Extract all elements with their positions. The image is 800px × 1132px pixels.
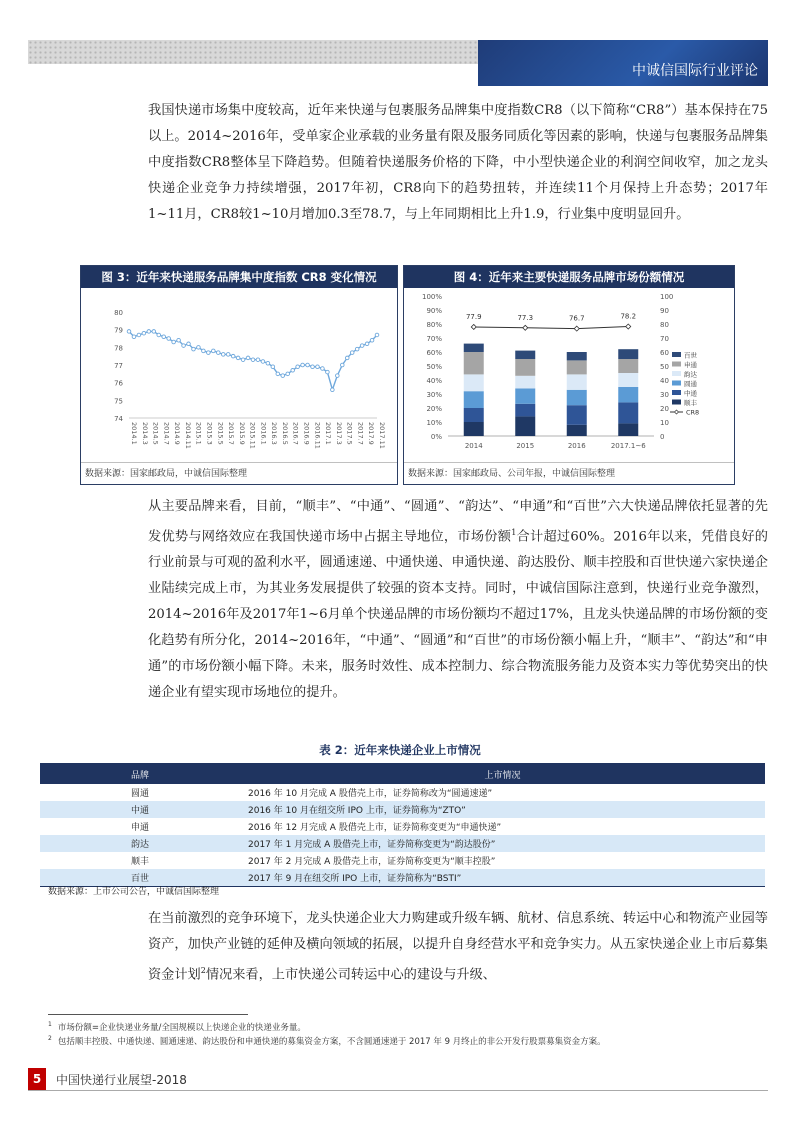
x-tick-label: 2017.11 bbox=[378, 422, 386, 449]
footnote-2 bbox=[48, 1035, 606, 1047]
cr8-point bbox=[226, 353, 230, 357]
x-tick-label: 2015.5 bbox=[216, 422, 225, 445]
header-brand: 中诚信国际行业评论 bbox=[632, 63, 758, 79]
bar-segment-圆通 bbox=[618, 387, 638, 402]
cr8-point bbox=[316, 365, 320, 369]
y-left-tick-label: 30% bbox=[426, 391, 442, 399]
cr8-point bbox=[291, 369, 295, 373]
x-tick-label: 2017.1 bbox=[324, 422, 333, 445]
cr8-point bbox=[192, 347, 196, 351]
legend-label: CR8 bbox=[686, 408, 700, 417]
y-left-tick-label: 100% bbox=[421, 293, 442, 301]
y-right-tick-label: 20 bbox=[660, 405, 669, 413]
paragraph-brands bbox=[148, 494, 768, 706]
cr8-point bbox=[271, 365, 275, 369]
bar-segment-韵达 bbox=[567, 374, 587, 389]
legend-swatch bbox=[672, 390, 681, 395]
cr8-point bbox=[355, 347, 359, 351]
cr8-point bbox=[370, 338, 374, 342]
footnote-1-text: 市场份额=企业快递业务量/全国规模以上快递企业的快递业务量。 bbox=[57, 1023, 306, 1033]
cr8-overlay-point bbox=[471, 324, 476, 329]
cr8-point bbox=[321, 367, 325, 371]
cr8-point bbox=[256, 358, 260, 362]
cr8-overlay-point bbox=[626, 324, 631, 329]
legend-swatch bbox=[672, 400, 681, 405]
paragraph-competition-text-a: 在当前激烈的竞争环境下，龙头快递企业大力购建或升级车辆、航材、信息系统、转运中心和物流产业园等资产，加快产业链的延伸及横向领域的拓展，以提升自身经营水平和竞争实力。从五家快递企业上市后募集资金计划 bbox=[148, 911, 768, 983]
cr8-point bbox=[286, 372, 290, 376]
figure-3-source: 数据来源：国家邮政局，中诚信国际整理 bbox=[81, 462, 397, 484]
y-left-tick-label: 40% bbox=[426, 377, 442, 385]
table-row bbox=[40, 801, 765, 818]
cr8-line-chart bbox=[81, 288, 397, 463]
bar-segment-申通 bbox=[567, 360, 587, 374]
cr8-point bbox=[167, 337, 171, 341]
x-tick-label: 2014 bbox=[464, 442, 483, 450]
cell-desc: 2017 年 1 月完成 A 股借壳上市，证券简称变更为“韵达股份” bbox=[240, 835, 765, 852]
x-tick-label: 2014.1 bbox=[130, 422, 138, 445]
legend-label: 韵达 bbox=[684, 370, 697, 379]
cr8-point bbox=[241, 358, 245, 362]
market-share-bar-chart bbox=[404, 288, 734, 463]
y-left-tick-label: 20% bbox=[426, 405, 442, 413]
bar-segment-百世 bbox=[464, 344, 484, 352]
x-tick-label: 2016 bbox=[567, 442, 586, 450]
x-tick-label: 2015.9 bbox=[237, 422, 246, 445]
y-left-tick-label: 10% bbox=[426, 419, 442, 427]
cr8-point bbox=[147, 330, 151, 334]
y-right-tick-label: 90 bbox=[660, 307, 669, 315]
x-tick-label: 2016.7 bbox=[291, 422, 300, 445]
paragraph-competition-text-b: 情况来看，上市快递公司转运中心的建设与升级、 bbox=[205, 967, 496, 983]
y-left-tick-label: 60% bbox=[426, 349, 442, 357]
cr8-point bbox=[306, 363, 310, 367]
cr8-point bbox=[127, 330, 131, 334]
cr8-point bbox=[137, 333, 141, 337]
figure-4-title: 图 4：近年来主要快递服务品牌市场份额情况 bbox=[404, 266, 734, 288]
figure-4 bbox=[403, 265, 735, 485]
cr8-point bbox=[281, 374, 285, 378]
cr8-point bbox=[152, 330, 156, 334]
cr8-overlay-point bbox=[574, 326, 579, 331]
cell-brand: 圆通 bbox=[130, 789, 149, 799]
y-tick-label: 75 bbox=[114, 397, 123, 406]
paragraph-brands-text-b: 合计超过60%。2016年以来，凭借良好的行业前景与可观的盈利水平，圆通速递、中通快递、申通快递、韵达股份、顺丰控股和百世快递六家快递企业陆续完成上市，为其业务发展提供了较强的资本支持。同时，中诚信国际注意到，快递行业竞争激烈，2014~2016年及2017年1~6月单个快递品牌的市场份额均不超过17%，且龙头快递品牌的市场份额的变化趋势有所分化，2014~2016年，“中通”、“圆通”和“百世”的市场份额小幅上升，“顺丰”、“韵达”和“申通”的市场份额小幅下降。未来，服务时效性、成本控制力、综合物流服务能力及资本实力等优势突出的快递企业有望实现市场地位的提升。 bbox=[148, 529, 768, 701]
cell-brand: 韵达 bbox=[40, 835, 240, 852]
cell-desc: 2016 年 12 月完成 A 股借壳上市，证券简称变更为“申通快递” bbox=[248, 823, 502, 833]
x-tick-label: 2016.3 bbox=[270, 422, 279, 445]
y-tick-label: 74 bbox=[114, 415, 123, 423]
y-right-tick-label: 30 bbox=[660, 391, 669, 399]
y-left-tick-label: 0% bbox=[430, 433, 442, 441]
footnote-1-num: 1 bbox=[48, 1021, 52, 1029]
footnote-2-num: 2 bbox=[48, 1035, 52, 1043]
cr8-point bbox=[202, 349, 206, 353]
footnote-ref-2: 2 bbox=[200, 966, 206, 975]
y-tick-label: 79 bbox=[114, 326, 123, 335]
footnote-1 bbox=[48, 1021, 306, 1033]
bar-segment-中通 bbox=[464, 408, 484, 422]
y-tick-label: 76 bbox=[114, 379, 123, 388]
x-tick-label: 2017.9 bbox=[367, 422, 376, 445]
x-tick-label: 2016.9 bbox=[302, 422, 311, 445]
cr8-data-label: 76.7 bbox=[568, 314, 585, 323]
cr8-point bbox=[331, 388, 335, 392]
cr8-point bbox=[246, 356, 250, 360]
cr8-point bbox=[221, 353, 225, 357]
cr8-data-label: 77.9 bbox=[465, 312, 482, 321]
legend-label: 顺丰 bbox=[684, 399, 697, 407]
bar-segment-中通 bbox=[567, 405, 587, 425]
cr8-point bbox=[251, 358, 255, 362]
bar-segment-顺丰 bbox=[567, 425, 587, 436]
cr8-point bbox=[216, 351, 220, 355]
cr8-point bbox=[326, 370, 330, 374]
cell-desc: 2016 年 10 月在纽交所 IPO 上市，证券简称为“ZTO” bbox=[240, 801, 765, 818]
cr8-point bbox=[261, 360, 265, 364]
page-number: 5 bbox=[28, 1068, 46, 1090]
cell-brand: 百世 bbox=[40, 869, 240, 886]
x-tick-label: 2015.11 bbox=[248, 422, 257, 449]
x-tick-label: 2017.1~6 bbox=[610, 442, 646, 450]
figure-4-source: 数据来源：国家邮政局、公司年报，中诚信国际整理 bbox=[404, 462, 734, 484]
x-tick-label: 2014.11 bbox=[183, 422, 192, 449]
y-left-tick-label: 80% bbox=[426, 321, 442, 329]
cr8-point bbox=[340, 363, 344, 367]
cell-desc: 2017 年 9 月在纽交所 IPO 上市，证券简称为“BSTI” bbox=[240, 869, 765, 886]
cr8-point bbox=[360, 344, 364, 348]
table-row bbox=[40, 835, 765, 852]
table-row bbox=[40, 818, 765, 835]
bar-segment-中通 bbox=[618, 402, 638, 423]
cr8-point bbox=[157, 333, 161, 337]
cr8-point bbox=[212, 349, 216, 353]
bar-segment-中通 bbox=[515, 404, 535, 417]
bar-segment-申通 bbox=[515, 359, 535, 376]
bar-segment-百世 bbox=[567, 352, 587, 360]
y-left-tick-label: 90% bbox=[426, 307, 442, 315]
cr8-data-label: 77.3 bbox=[517, 313, 534, 322]
col-listing: 上市情况 bbox=[240, 764, 765, 784]
y-right-tick-label: 80 bbox=[660, 321, 669, 329]
y-right-tick-label: 70 bbox=[660, 335, 669, 343]
bar-segment-韵达 bbox=[515, 376, 535, 389]
x-tick-label: 2017.3 bbox=[334, 422, 343, 445]
cr8-point bbox=[266, 361, 270, 365]
cr8-point bbox=[177, 338, 181, 342]
footer-title: 中国快递行业展望-2018 bbox=[56, 1073, 187, 1087]
cr8-point bbox=[231, 354, 235, 358]
bar-segment-顺丰 bbox=[618, 423, 638, 436]
y-right-tick-label: 10 bbox=[660, 419, 669, 427]
cr8-point bbox=[375, 333, 379, 337]
cell-desc: 2016 年 10 月完成 A 股借壳上市，证券简称改为“圆通速递” bbox=[248, 789, 493, 799]
cr8-point bbox=[162, 335, 166, 339]
legend-swatch bbox=[672, 352, 681, 357]
y-right-tick-label: 50 bbox=[660, 363, 669, 371]
bar-segment-圆通 bbox=[567, 390, 587, 405]
cell-desc: 2017 年 2 月完成 A 股借壳上市，证券简称变更为“顺丰控股” bbox=[248, 857, 496, 867]
x-tick-label: 2016.5 bbox=[280, 422, 289, 445]
cr8-point bbox=[187, 342, 191, 346]
cr8-data-label: 78.2 bbox=[620, 312, 637, 321]
table-2-caption: 表 2：近年来快递企业上市情况 bbox=[319, 743, 481, 757]
col-brand: 品牌 bbox=[40, 764, 240, 784]
y-tick-label: 80 bbox=[114, 309, 123, 317]
cr8-point bbox=[132, 335, 136, 339]
bar-segment-圆通 bbox=[515, 388, 535, 403]
cell-brand: 申通 bbox=[130, 823, 149, 833]
cr8-point bbox=[207, 351, 211, 355]
x-tick-label: 2017.5 bbox=[345, 422, 354, 445]
x-tick-label: 2017.7 bbox=[356, 422, 365, 445]
bar-segment-韵达 bbox=[464, 374, 484, 391]
x-tick-label: 2014.5 bbox=[151, 422, 160, 445]
bar-segment-顺丰 bbox=[515, 416, 535, 436]
paragraph-competition bbox=[148, 906, 768, 988]
legend-line-marker bbox=[675, 410, 679, 414]
cr8-point bbox=[345, 356, 349, 360]
footer-divider bbox=[28, 1090, 768, 1091]
bar-segment-圆通 bbox=[464, 391, 484, 408]
x-tick-label: 2015.3 bbox=[205, 422, 214, 445]
figure-3-title: 图 3：近年来快递服务品牌集中度指数 CR8 变化情况 bbox=[81, 266, 397, 288]
y-right-tick-label: 0 bbox=[660, 433, 665, 441]
x-tick-label: 2016.11 bbox=[313, 422, 322, 449]
cr8-point bbox=[276, 372, 280, 376]
legend-label: 百世 bbox=[684, 351, 697, 360]
table-row bbox=[40, 784, 765, 801]
cr8-point bbox=[365, 342, 369, 346]
legend-swatch bbox=[672, 371, 681, 376]
bar-segment-百世 bbox=[515, 351, 535, 359]
listing-table bbox=[40, 763, 765, 887]
y-left-tick-label: 50% bbox=[426, 363, 442, 371]
cr8-point bbox=[350, 351, 354, 355]
x-tick-label: 2016.1 bbox=[259, 422, 268, 445]
paragraph-cr8-text: 我国快递市场集中度较高，近年来快递与包裹服务品牌集中度指数CR8（以下简称“CR8”）基本保持在75以上。2014~2016年，受单家企业承载的业务量有限及服务同质化等因素的影响，快递与包裹服务品牌集中度指数CR8整体呈下降趋势。但随着快递服务价格的下降，中小型快递企业的利润空间收窄，加之龙头快递企业竞争力持续增强，2017年初，CR8向下的趋势扭转，并连续11个月保持上升态势；2017年1~11月，CR8较1~10月增加0.3至78.7，与上年同期相比上升1.9，行业集中度明显回升。 bbox=[148, 103, 768, 222]
paragraph-brands-text-a: 从主要品牌来看，目前，“顺丰”、“中通”、“圆通”、“韵达”、“申通”和“百世”六大快递品牌依托显著的先发优势与网络效应在我国快递市场中占据主导地位，市场份额 bbox=[148, 499, 768, 545]
cr8-point bbox=[142, 331, 146, 335]
x-tick-label: 2015 bbox=[516, 442, 535, 450]
legend-label: 申通 bbox=[684, 361, 697, 369]
table-row bbox=[40, 852, 765, 869]
x-tick-label: 2015.1 bbox=[194, 422, 203, 445]
table-2-source: 数据来源：上市公司公告，中诚信国际整理 bbox=[48, 887, 220, 897]
legend-swatch bbox=[672, 362, 681, 367]
bar-segment-韵达 bbox=[618, 373, 638, 387]
cr8-overlay-line bbox=[474, 327, 629, 329]
bar-segment-顺丰 bbox=[464, 422, 484, 436]
cell-brand: 顺丰 bbox=[130, 857, 149, 867]
y-right-tick-label: 100 bbox=[660, 293, 674, 301]
y-tick-label: 77 bbox=[114, 362, 123, 370]
bar-segment-百世 bbox=[618, 349, 638, 359]
cell-brand: 中通 bbox=[40, 801, 240, 818]
cr8-overlay-point bbox=[523, 325, 528, 330]
footnote-divider bbox=[48, 1014, 248, 1015]
bar-segment-申通 bbox=[464, 352, 484, 374]
legend-label: 中通 bbox=[684, 389, 697, 398]
y-right-tick-label: 60 bbox=[660, 349, 669, 357]
cr8-point bbox=[172, 340, 176, 344]
cr8-point bbox=[311, 365, 315, 369]
cr8-point bbox=[197, 346, 201, 350]
cr8-point bbox=[236, 356, 240, 360]
header-brand-box bbox=[478, 40, 768, 86]
x-tick-label: 2015.7 bbox=[227, 422, 236, 445]
cr8-point bbox=[182, 344, 186, 348]
x-tick-label: 2014.9 bbox=[173, 422, 182, 445]
figure-3 bbox=[80, 265, 398, 485]
table-header-row bbox=[40, 764, 765, 784]
footnote-2-text: 包括顺丰控股、中通快递、圆通速递、韵达股份和申通快递的募集资金方案，不含圆通速递于 2017 年 9 月终止的非公开发行股票募集资金方案。 bbox=[57, 1037, 606, 1047]
bar-segment-申通 bbox=[618, 359, 638, 373]
cr8-point bbox=[296, 365, 300, 369]
cr8-point bbox=[301, 363, 305, 367]
cr8-point bbox=[336, 374, 340, 378]
legend-label: 圆通 bbox=[684, 380, 697, 388]
paragraph-cr8 bbox=[148, 98, 768, 228]
footnote-ref-1: 1 bbox=[511, 528, 517, 537]
y-tick-label: 78 bbox=[114, 344, 123, 353]
x-tick-label: 2014.3 bbox=[140, 422, 149, 445]
y-right-tick-label: 40 bbox=[660, 377, 669, 385]
x-tick-label: 2014.7 bbox=[162, 422, 171, 445]
y-left-tick-label: 70% bbox=[426, 335, 442, 343]
legend-swatch bbox=[672, 381, 681, 386]
